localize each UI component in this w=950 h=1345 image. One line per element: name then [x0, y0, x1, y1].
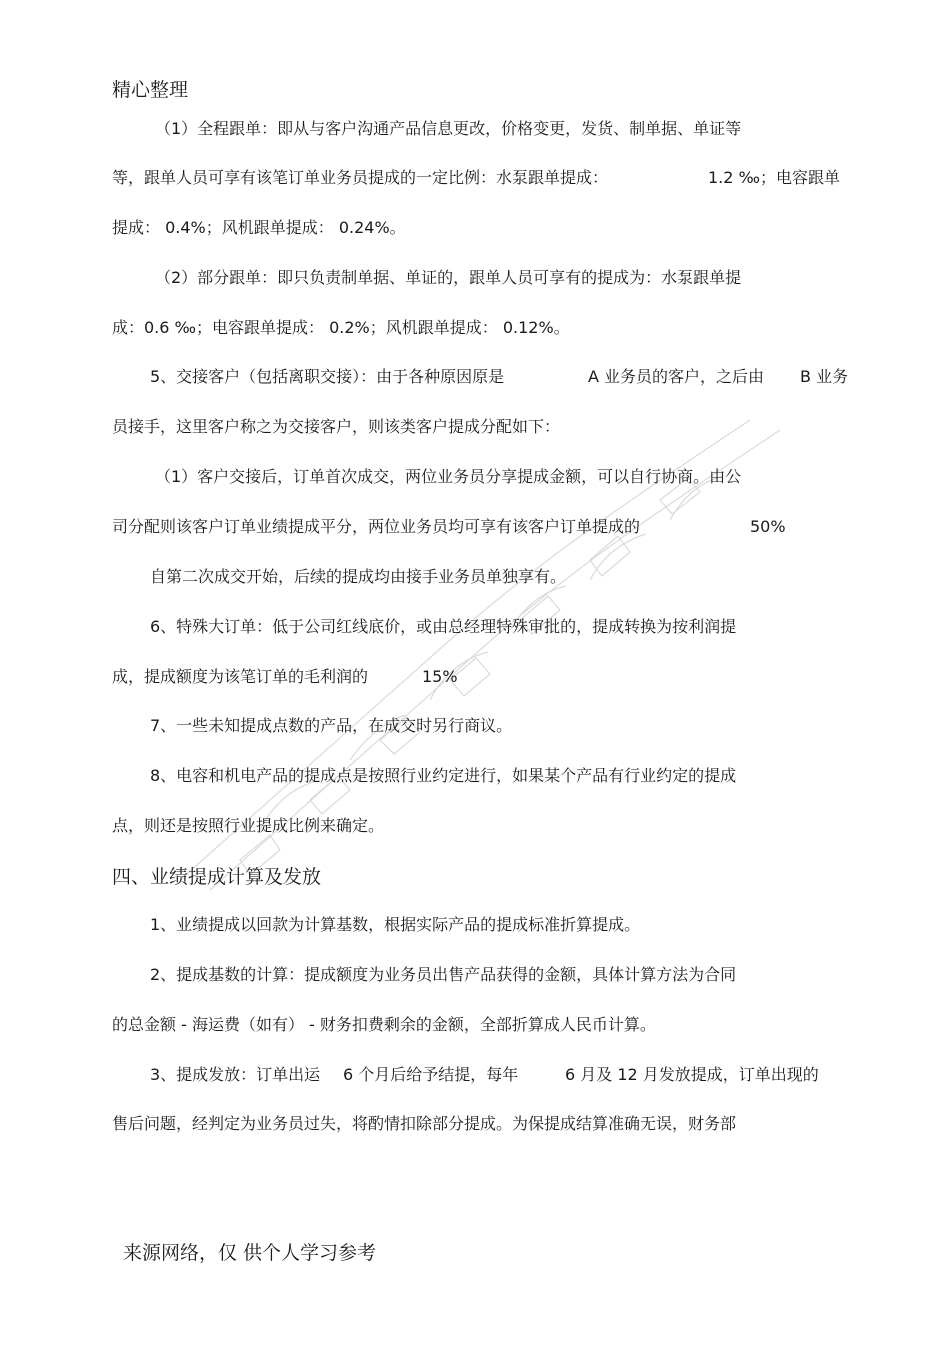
- paragraph-line: 6、特殊大订单：低于公司红线底价，或由总经理特殊审批的，提成转换为按利润提: [150, 617, 737, 636]
- paragraph-line: 成，提成额度为该笔订单的毛利润的: [112, 667, 369, 686]
- paragraph-line: 提成： 0.4%；风机跟单提成： 0.24%。: [112, 218, 406, 237]
- paragraph-line: 15%: [422, 667, 458, 686]
- paragraph-line: 6 月及 12 月发放提成，订单出现的: [565, 1065, 819, 1084]
- paragraph-line: 成：0.6 ‰；电容跟单提成： 0.2%；风机跟单提成： 0.12%。: [112, 318, 570, 337]
- section-heading: 四、业绩提成计算及发放: [112, 866, 322, 888]
- paragraph-line: （2）部分跟单：即只负责制单据、单证的，跟单人员可享有的提成为：水泵跟单提: [155, 268, 742, 287]
- paragraph-line: 1、业绩提成以回款为计算基数，根据实际产品的提成标准折算提成。: [150, 915, 641, 934]
- paragraph-line: （1）客户交接后，订单首次成交，两位业务员分享提成金额，可以自行协商。由公: [155, 467, 742, 486]
- paragraph-line: 2、提成基数的计算：提成额度为业务员出售产品获得的金额，具体计算方法为合同: [150, 965, 737, 984]
- paragraph-line: 等，跟单人员可享有该笔订单业务员提成的一定比例：水泵跟单提成：: [112, 168, 609, 187]
- paragraph-line: 司分配则该客户订单业绩提成平分，两位业务员均可享有该客户订单提成的: [112, 517, 641, 536]
- paragraph-line: 1.2 ‰；电容跟单: [708, 168, 841, 187]
- paragraph-line: （1）全程跟单：即从与客户沟通产品信息更改，价格变更，发货、制单据、单证等: [155, 119, 742, 138]
- paragraph-line: 6 个月后给予结提，每年: [343, 1065, 519, 1084]
- paragraph-line: 50%: [750, 517, 786, 536]
- paragraph-line: B 业务: [800, 367, 849, 386]
- paragraph-line: 售后问题，经判定为业务员过失，将酌情扣除部分提成。为保提成结算准确无误，财务部: [112, 1114, 737, 1133]
- paragraph-line: 自第二次成交开始，后续的提成均由接手业务员单独享有。: [150, 567, 567, 586]
- paragraph-line: 7、一些未知提成点数的产品，在成交时另行商议。: [150, 716, 513, 735]
- paragraph-line: 的总金额 - 海运费（如有） - 财务扣费剩余的金额，全部折算成人民币计算。: [112, 1015, 656, 1034]
- paragraph-line: 8、电容和机电产品的提成点是按照行业约定进行，如果某个产品有行业约定的提成: [150, 766, 737, 785]
- footer-note: 来源网络，仅 供个人学习参考: [123, 1242, 377, 1264]
- paragraph-line: 3、提成发放：订单出运: [150, 1065, 321, 1084]
- page-title: 精心整理: [112, 79, 189, 101]
- paragraph-line: 员接手，这里客户称之为交接客户，则该类客户提成分配如下：: [112, 417, 561, 436]
- paragraph-line: 5、交接客户（包括离职交接）：由于各种原因原是: [150, 367, 505, 386]
- paragraph-line: A 业务员的客户，之后由: [588, 367, 765, 386]
- paragraph-line: 点，则还是按照行业提成比例来确定。: [112, 816, 385, 835]
